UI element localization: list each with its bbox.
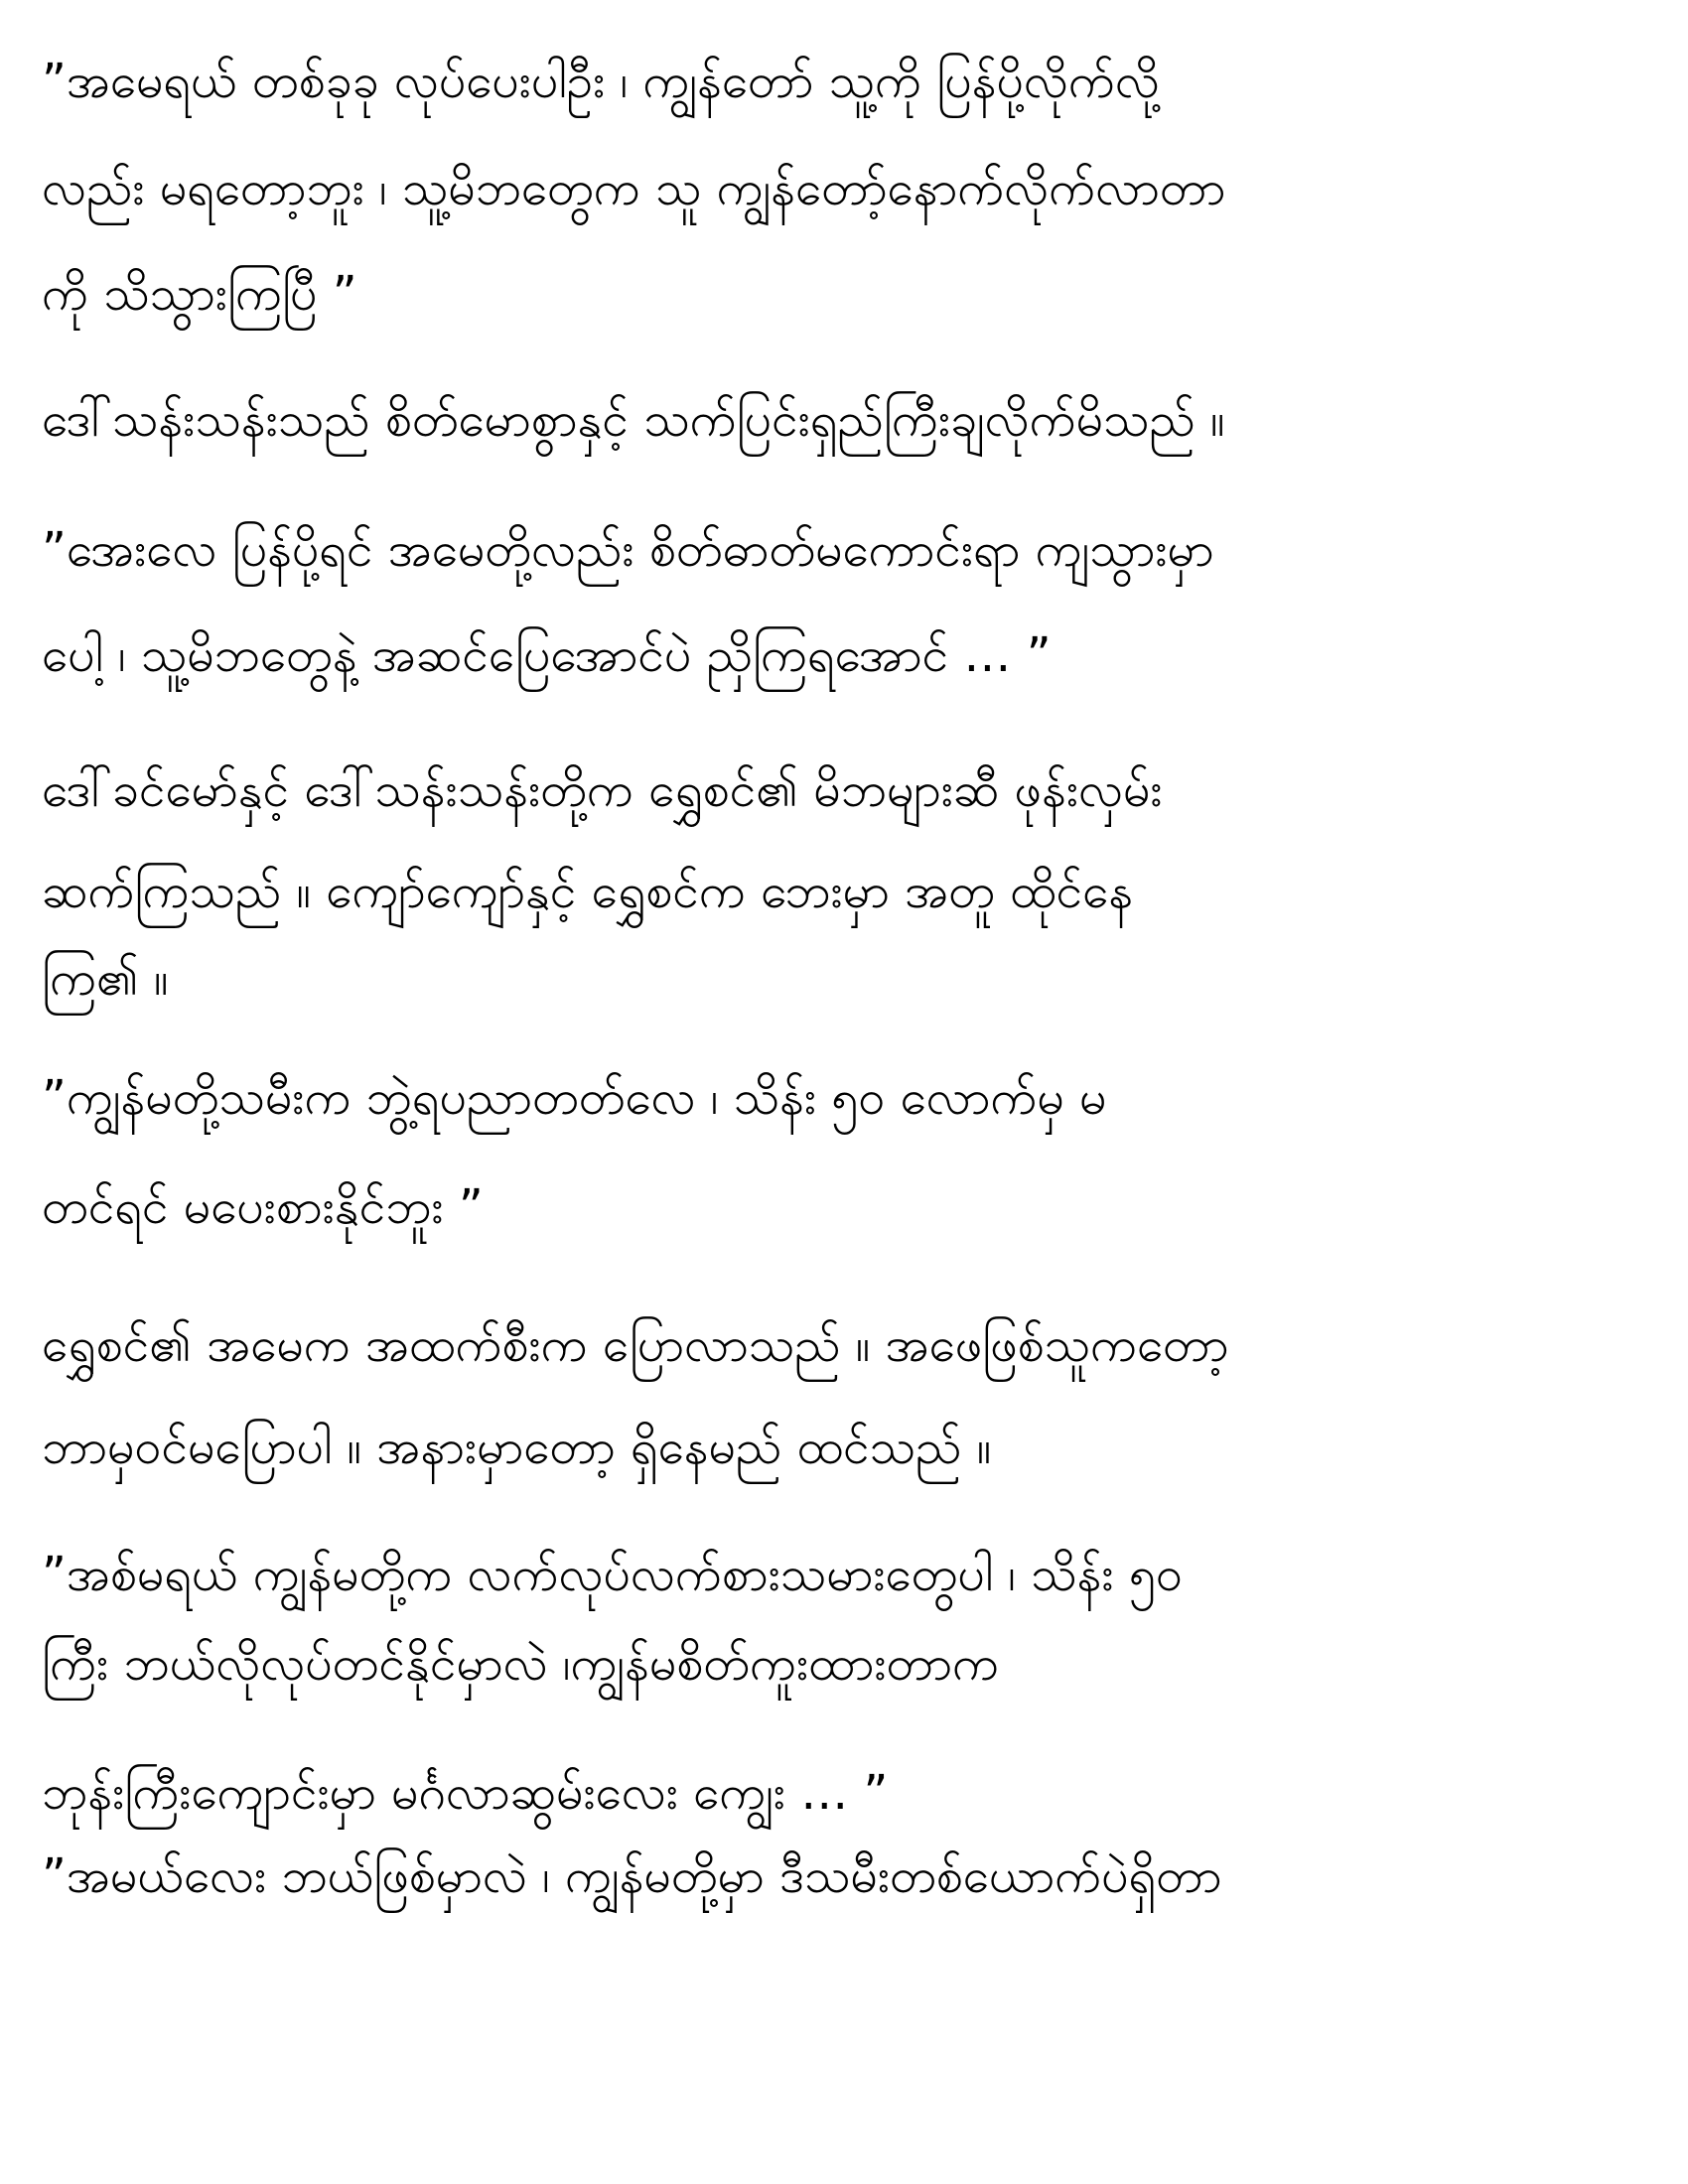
text-line: တင်ရင် မပေးစားနိုင်ဘူး ” (42, 1179, 484, 1235)
text-line: ဒေါ်ခင်မော်နှင့် ဒေါ်သန်းသန်းတို့က ရွှေစင်၏ မိဘများဆီ ဖုန်းလှမ်း (42, 762, 1163, 818)
text-line: ပေါ့ ၊ သူ့မိဘတွေနဲ့ အဆင်ပြေအောင်ပဲ ညှိကြရအောင် … ” (42, 627, 1052, 683)
text-line: ကို သိသွားကြပြီ ” (42, 266, 357, 322)
text-line: ဒေါ်သန်းသန်းသည် စိတ်မောစွာနှင့် သက်ပြင်းရှည်ကြီးချလိုက်မိသည် ။ (42, 392, 1225, 448)
text-line: ”ကျွန်မတို့သမီးက ဘွဲ့ရပညာတတ်လေ ၊ သိန်း ၅၀ လောက်မှ မ (42, 1070, 1107, 1126)
text-line: ကြ၏ ။ (42, 951, 169, 1007)
text-line: ရွှေစင်၏ အမေက အထက်စီးက ပြောလာသည် ။ အဖေဖြစ်သူကတော့ (42, 1317, 1229, 1373)
text-line: ကြီး ဘယ်လိုလုပ်တင်နိုင်မှာလဲ ၊ကျွန်မစိတ်ကူးထားတာက (42, 1636, 999, 1692)
text-line: ဘာမှဝင်မပြောပါ ။ အနားမှာတော့ ရှိနေမည် ထင်သည် ။ (42, 1420, 992, 1475)
text-line: ဆက်ကြသည် ။ ကျော်ကျော်နှင့် ရွှေစင်က ဘေးမှာ အတူ ထိုင်နေ (42, 864, 1134, 919)
text-line: ”အမေရယ် တစ်ခုခု လုပ်ပေးပါဦး ၊ ကျွန်တော် သူ့ကို ပြန်ပို့လိုက်လို့ (42, 54, 1160, 109)
text-line: ”အေးလေ ပြန်ပို့ရင် အမေတို့လည်း စိတ်ဓာတ်မကောင်းရာ ကျသွားမှာ (42, 522, 1214, 578)
text-line: ”အမယ်လေး ဘယ်ဖြစ်မှာလဲ ၊ ကျွန်မတို့မှာ ဒီသမီးတစ်ယောက်ပဲရှိတာ (42, 1848, 1222, 1904)
text-line: လည်း မရတော့ဘူး ၊ သူ့မိဘတွေက သူ ကျွန်တော့်နောက်လိုက်လာတာ (42, 161, 1226, 216)
text-line: ဘုန်းကြီးကျောင်းမှာ မင်္ဂလာဆွမ်းလေး ကျွေး … ” (42, 1765, 889, 1821)
text-line: ”အစ်မရယ် ကျွန်မတို့က လက်လုပ်လက်စားသမားတွေပါ ၊ သိန်း ၅၀ (42, 1547, 1183, 1602)
